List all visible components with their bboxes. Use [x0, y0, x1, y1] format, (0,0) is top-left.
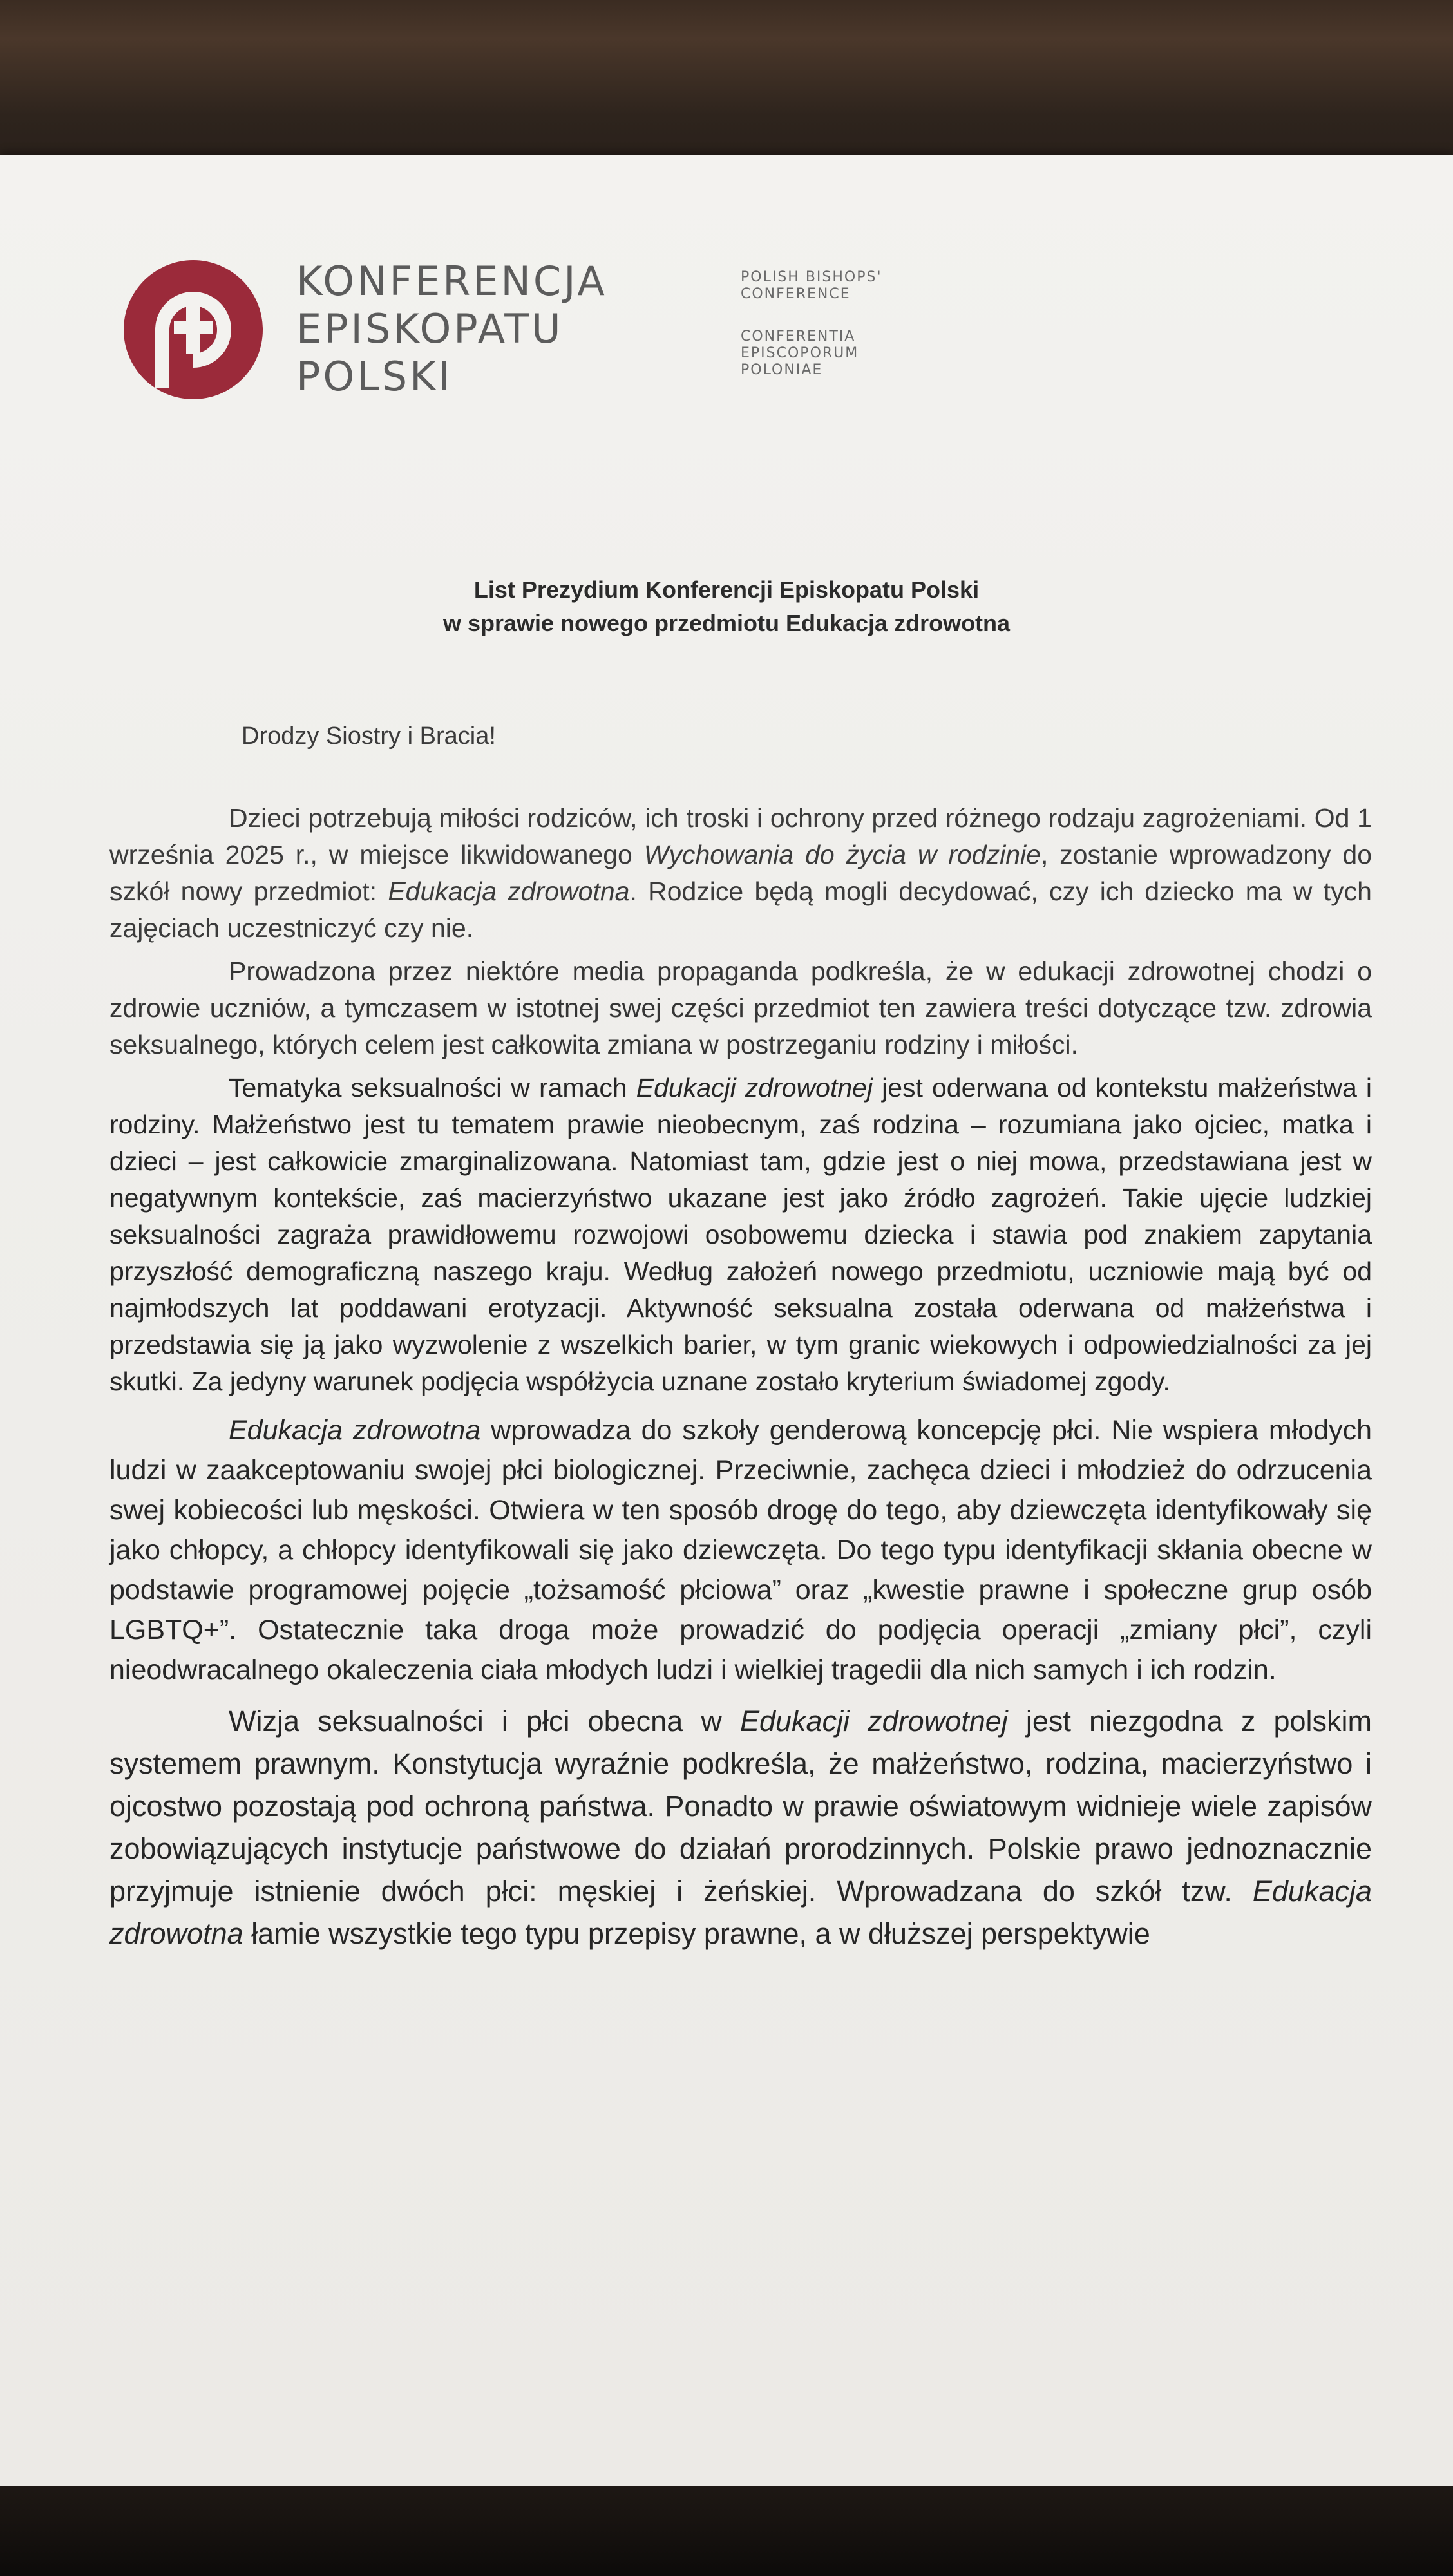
letter-body — [109, 800, 1372, 1962]
salutation: Drodzy Siostry i Bracia! — [242, 723, 496, 750]
latin-name-line: EPISCOPORUM — [741, 345, 859, 361]
organization-name-line: KONFERENCJA — [296, 258, 607, 305]
table-surface — [0, 2486, 1453, 2576]
letter-title-line: w sprawie nowego przedmiotu Edukacja zdrowotna — [442, 610, 1011, 636]
letter-title — [0, 573, 1453, 640]
paragraph: Dzieci potrzebują miłości rodziców, ich troski i ochrony przed różnego rodzaju zagrożeniami. Od 1 września 2025 r., w miejsce likwidowanego Wychowania do życia w rodzinie, zostanie wprowadzony do szkół nowy przedmiot: Edukacja zdrowotna. Rodzice będą mogli decydować, czy ich dziecko ma w tych zajęciach uczestniczyć czy nie. — [109, 803, 1372, 943]
paragraph: Edukacja zdrowotna wprowadza do szkoły genderową koncepcję płci. Nie wspiera młodych ludzi w zaakceptowaniu swojej płci biologicznej. Przeciwnie, zachęca dzieci i młodzież do odrzucenia swej kobiecości lub męskości. Otwiera w ten sposób drogę do tego, aby dziewczęta identyfikowały się jako chłopcy, a chłopcy identyfikowali się jako dziewczęta. Do tego typu identyfikacji skłania obecne w podstawie programowej pojęcie „tożsamość płciowa” oraz „kwestie prawne i społeczne grup osób LGBTQ+”. Ostatecznie taka droga może prowadzić do podjęcia operacji „zmiany płci”, czyli nieodwracalnego okaleczenia ciała młodych ludzi i wielkiej tragedii dla nich samych i ich rodzin. — [109, 1415, 1372, 1685]
organization-name-line: POLSKI — [296, 353, 453, 400]
english-name-line: CONFERENCE — [741, 286, 851, 302]
paragraph: Prowadzona przez niektóre media propaganda podkreśla, że w edukacji zdrowotnej chodzi o zdrowie uczniów, a tymczasem w istotnej swej części przedmiot ten zawiera treści dotyczące tzw. zdrowia seksualnego, których celem jest całkowita zmiana w postrzeganiu rodziny i miłości. — [109, 956, 1372, 1059]
letter-page — [0, 155, 1453, 2499]
paragraph: Tematyka seksualności w ramach Edukacji zdrowotnej jest oderwana od kontekstu małżeństwa i rodziny. Małżeństwo jest tu tematem prawie nieobecnym, zaś rodzina – rozumiana jako ojciec, matka i dzieci – jest całkowicie zmarginalizowana. Natomiast tam, gdzie jest o niej mowa, przedstawiana jest w negatywnym kontekście, zaś macierzyństwo ukazane jest jako źródło zagrożeń. Takie ujęcie ludzkiej seksualności zagraża prawidłowemu rozwojowi osobowemu dziecka i stawia pod znakiem zapytania przyszłość demograficzną naszego kraju. Według założeń nowego przedmiotu, uczniowie mają być od najmłodszych lat poddawani erotyzacji. Aktywność seksualna została oderwana od małżeństwa i przedstawia się ją jako wyzwolenie z wszelkich barier, w tym granic wiekowych i odpowiedzialności za jej skutki. Za jedyny warunek podjęcia współżycia uznane zostało kryterium świadomej zgody. — [109, 1073, 1372, 1396]
organization-name-latin — [741, 328, 859, 379]
cross-in-circle-logo-icon — [122, 259, 264, 401]
letter-title-line: List Prezydium Konferencji Episkopatu Polski — [473, 576, 980, 603]
organization-name — [296, 258, 607, 401]
organization-name-line: EPISKOPATU — [296, 305, 564, 352]
latin-name-line: CONFERENTIA — [741, 328, 856, 345]
paragraph: Wizja seksualności i płci obecna w Edukacji zdrowotnej jest niezgodna z polskim systemem prawnym. Konstytucja wyraźnie podkreśla, że małżeństwo, rodzina, macierzyństwo i ojcostwo pozostają pod ochroną państwa. Ponadto w prawie oświatowym widnieje wiele zapisów zobowiązujących instytucje państwowe do działań prorodzinnych. Polskie prawo jednoznacznie przyjmuje istnienie dwóch płci: męskiej i żeńskiej. Wprowadzana do szkół tzw. Edukacja zdrowotna łamie wszystkie tego typu przepisy prawne, a w dłuższej perspektywie — [109, 1705, 1372, 1950]
english-name-line: POLISH BISHOPS' — [741, 269, 882, 285]
latin-name-line: POLONIAE — [741, 362, 823, 378]
organization-name-english — [741, 269, 882, 303]
